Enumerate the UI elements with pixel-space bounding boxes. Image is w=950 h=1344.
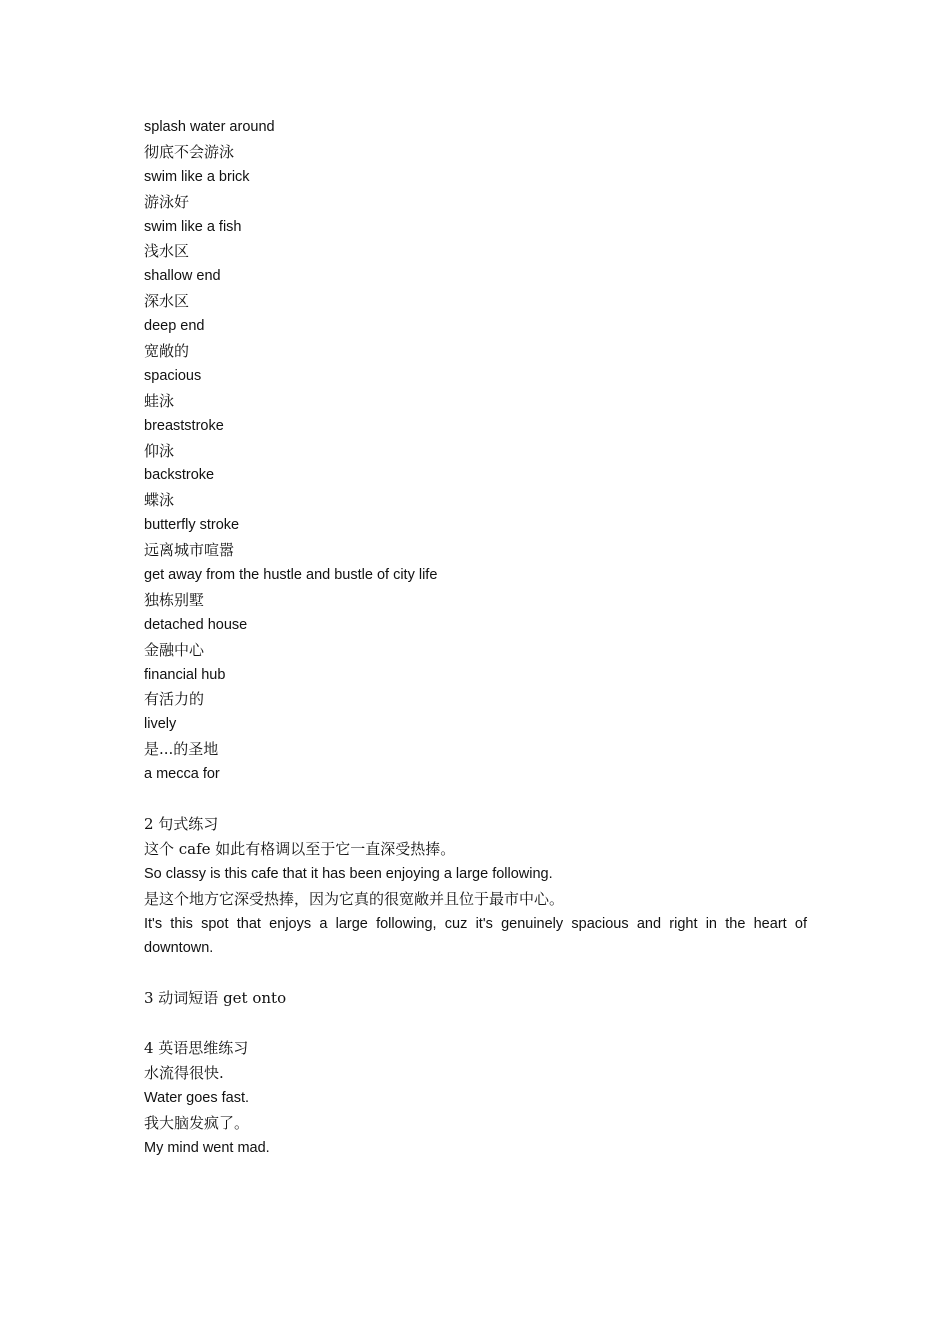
sentence-line: So classy is this cafe that it has been enjoying a large following. [144, 865, 553, 882]
vocab-line: 蝶泳 [144, 491, 175, 510]
vocab-line: 浅水区 [144, 242, 190, 261]
sentence-line: 我大脑发疯了。 [144, 1113, 250, 1132]
section-heading: 2 句式练习 [144, 814, 219, 833]
vocab-line: backstroke [144, 467, 215, 484]
vocab-line: shallow end [144, 268, 221, 285]
sentence-line: My mind went mad. [144, 1139, 270, 1156]
sentence-line: 水流得很快. [144, 1063, 224, 1082]
vocab-line: 彻底不会游泳 [144, 142, 235, 161]
vocab-line: detached house [144, 616, 248, 633]
vocab-line: splash water around [144, 119, 275, 135]
vocab-line: 有活力的 [144, 690, 205, 709]
vocab-line: swim like a fish [144, 218, 242, 235]
vocab-line: a mecca for [144, 766, 220, 783]
spacer [144, 787, 807, 812]
sentence-line: Water goes fast. [144, 1089, 250, 1106]
vocab-line: get away from the hustle and bustle of city life [144, 567, 438, 584]
vocab-line: 宽敞的 [144, 342, 190, 361]
spacer [144, 961, 807, 986]
vocab-line: 远离城市喧嚣 [144, 541, 235, 560]
vocab-line: 仰泳 [144, 441, 175, 460]
vocab-line: 金融中心 [144, 640, 205, 659]
vocab-line: 蛙泳 [144, 391, 175, 410]
vocab-line: breaststroke [144, 417, 224, 434]
vocab-line: financial hub [144, 666, 226, 683]
sentence-line: 是这个地方它深受热捧，因为它真的很宽敞并且位于最市中心。 [144, 889, 565, 908]
vocab-line: 游泳好 [144, 192, 190, 211]
vocab-line: lively [144, 716, 177, 733]
section-heading: 4 英语思维练习 [144, 1038, 249, 1057]
section-heading: 3 动词短语 get onto [144, 989, 287, 1008]
vocab-line: 是...的圣地 [144, 740, 219, 759]
vocab-line: 独栋别墅 [144, 590, 205, 609]
sentence-line: It's this spot that enjoys a large following, cuz it's genuinely spacious and right in the heart of downtown. [144, 915, 807, 957]
sentence-line: 这个 cafe 如此有格调以至于它一直深受热捧。 [144, 839, 456, 858]
vocab-line: swim like a brick [144, 168, 250, 185]
vocab-line: 深水区 [144, 292, 190, 311]
spacer [144, 1011, 807, 1036]
vocab-line: butterfly stroke [144, 517, 240, 534]
document-body [144, 115, 807, 1160]
vocab-line: spacious [144, 367, 202, 384]
vocab-line: deep end [144, 318, 205, 335]
